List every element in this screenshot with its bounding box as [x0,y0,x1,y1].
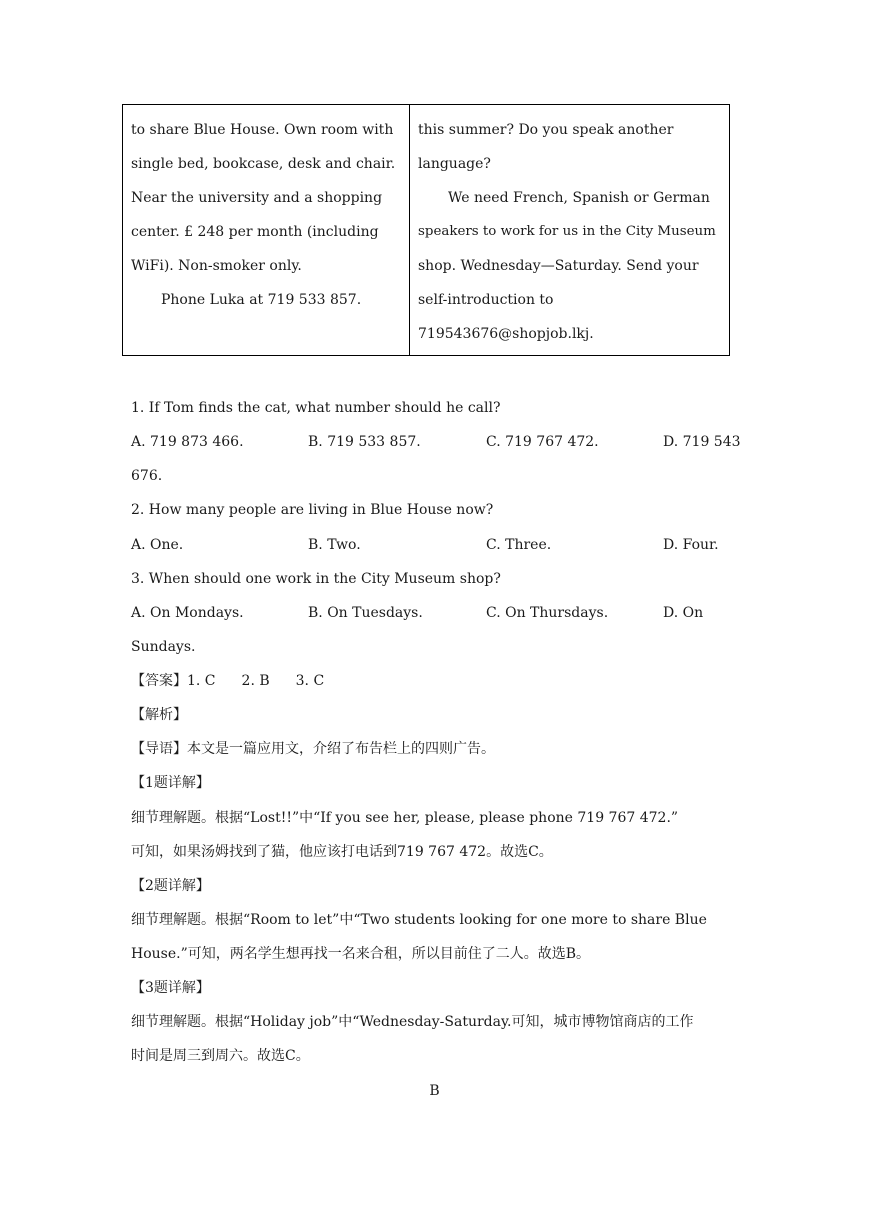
ad-line: shop. Wednesday—Saturday. Send your [418,258,699,274]
answer-line [131,671,350,691]
question-1: 1. If Tom finds the cat, what number should he call? [131,400,501,416]
detail-2-heading: 【2题详解】 [131,878,210,894]
question-3-option-b: B. On Tuesdays. [308,605,423,621]
question-3-option-a: A. On Mondays. [131,605,244,621]
detail-3-line: 时间是周三到周六。故选C。 [131,1048,310,1064]
question-1-option-a: A. 719 873 466. [131,434,244,450]
section-label: B [429,1083,440,1099]
analysis-intro: 【导语】本文是一篇应用文，介绍了布告栏上的四则广告。 [131,741,495,757]
detail-1-heading: 【1题详解】 [131,775,210,791]
ads-table [122,104,730,356]
question-1-option-c: C. 719 767 472. [486,434,599,450]
question-2-option-a: A. One. [131,537,184,553]
room-to-let-ad [123,105,410,355]
question-3: 3. When should one work in the City Museum shop? [131,571,501,587]
ad-line: Near the university and a shopping [131,190,383,206]
detail-3-heading: 【3题详解】 [131,980,210,996]
question-3-option-d: D. On [663,605,704,621]
ad-line: single bed, bookcase, desk and chair. [131,156,396,172]
detail-2-line: 细节理解题。根据“Room to let”中“Two students looking for one more to share Blue [131,912,707,928]
holiday-job-ad [410,105,729,355]
answer-item: 1. C [187,673,216,689]
answer-item: 2. B [241,673,270,689]
question-3-option-c: C. On Thursdays. [486,605,609,621]
question-1-option-b: B. 719 533 857. [308,434,421,450]
ad-line: speakers to work for us in the City Museum [418,224,716,239]
ad-line: language? [418,156,491,172]
answer-item: 3. C [295,673,325,689]
question-2-option-d: D. Four. [663,537,719,553]
question-1-option-d-wrap: 676. [131,468,163,484]
ad-line: WiFi). Non-smoker only. [131,258,302,274]
ad-line: to share Blue House. Own room with [131,122,394,138]
ad-line: Phone Luka at 719 533 857. [161,292,362,308]
analysis-heading: 【解析】 [131,707,187,723]
ad-line: center. £ 248 per month (including [131,224,379,240]
question-1-option-d: D. 719 543 [663,434,741,450]
question-3-option-d-wrap: Sundays. [131,639,196,655]
question-2-option-b: B. Two. [308,537,361,553]
ad-line: 719543676@shopjob.lkj. [418,326,594,342]
ad-line: We need French, Spanish or German [448,190,710,206]
detail-3-line: 细节理解题。根据“Holiday job”中“Wednesday-Saturday.可知，城市博物馆商店的工作 [131,1014,694,1030]
detail-1-line: 可知，如果汤姆找到了猫，他应该打电话到719 767 472。故选C。 [131,844,553,860]
detail-1-line: 细节理解题。根据“Lost!!”中“If you see her, please, please phone 719 767 472.” [131,810,679,826]
question-2-option-c: C. Three. [486,537,552,553]
answer-label: 【答案】 [131,673,187,689]
ad-line: self-introduction to [418,292,554,308]
ad-line: this summer? Do you speak another [418,122,674,138]
detail-2-line: House.”可知，两名学生想再找一名来合租，所以目前住了二人。故选B。 [131,946,591,962]
question-2: 2. How many people are living in Blue House now? [131,502,494,518]
